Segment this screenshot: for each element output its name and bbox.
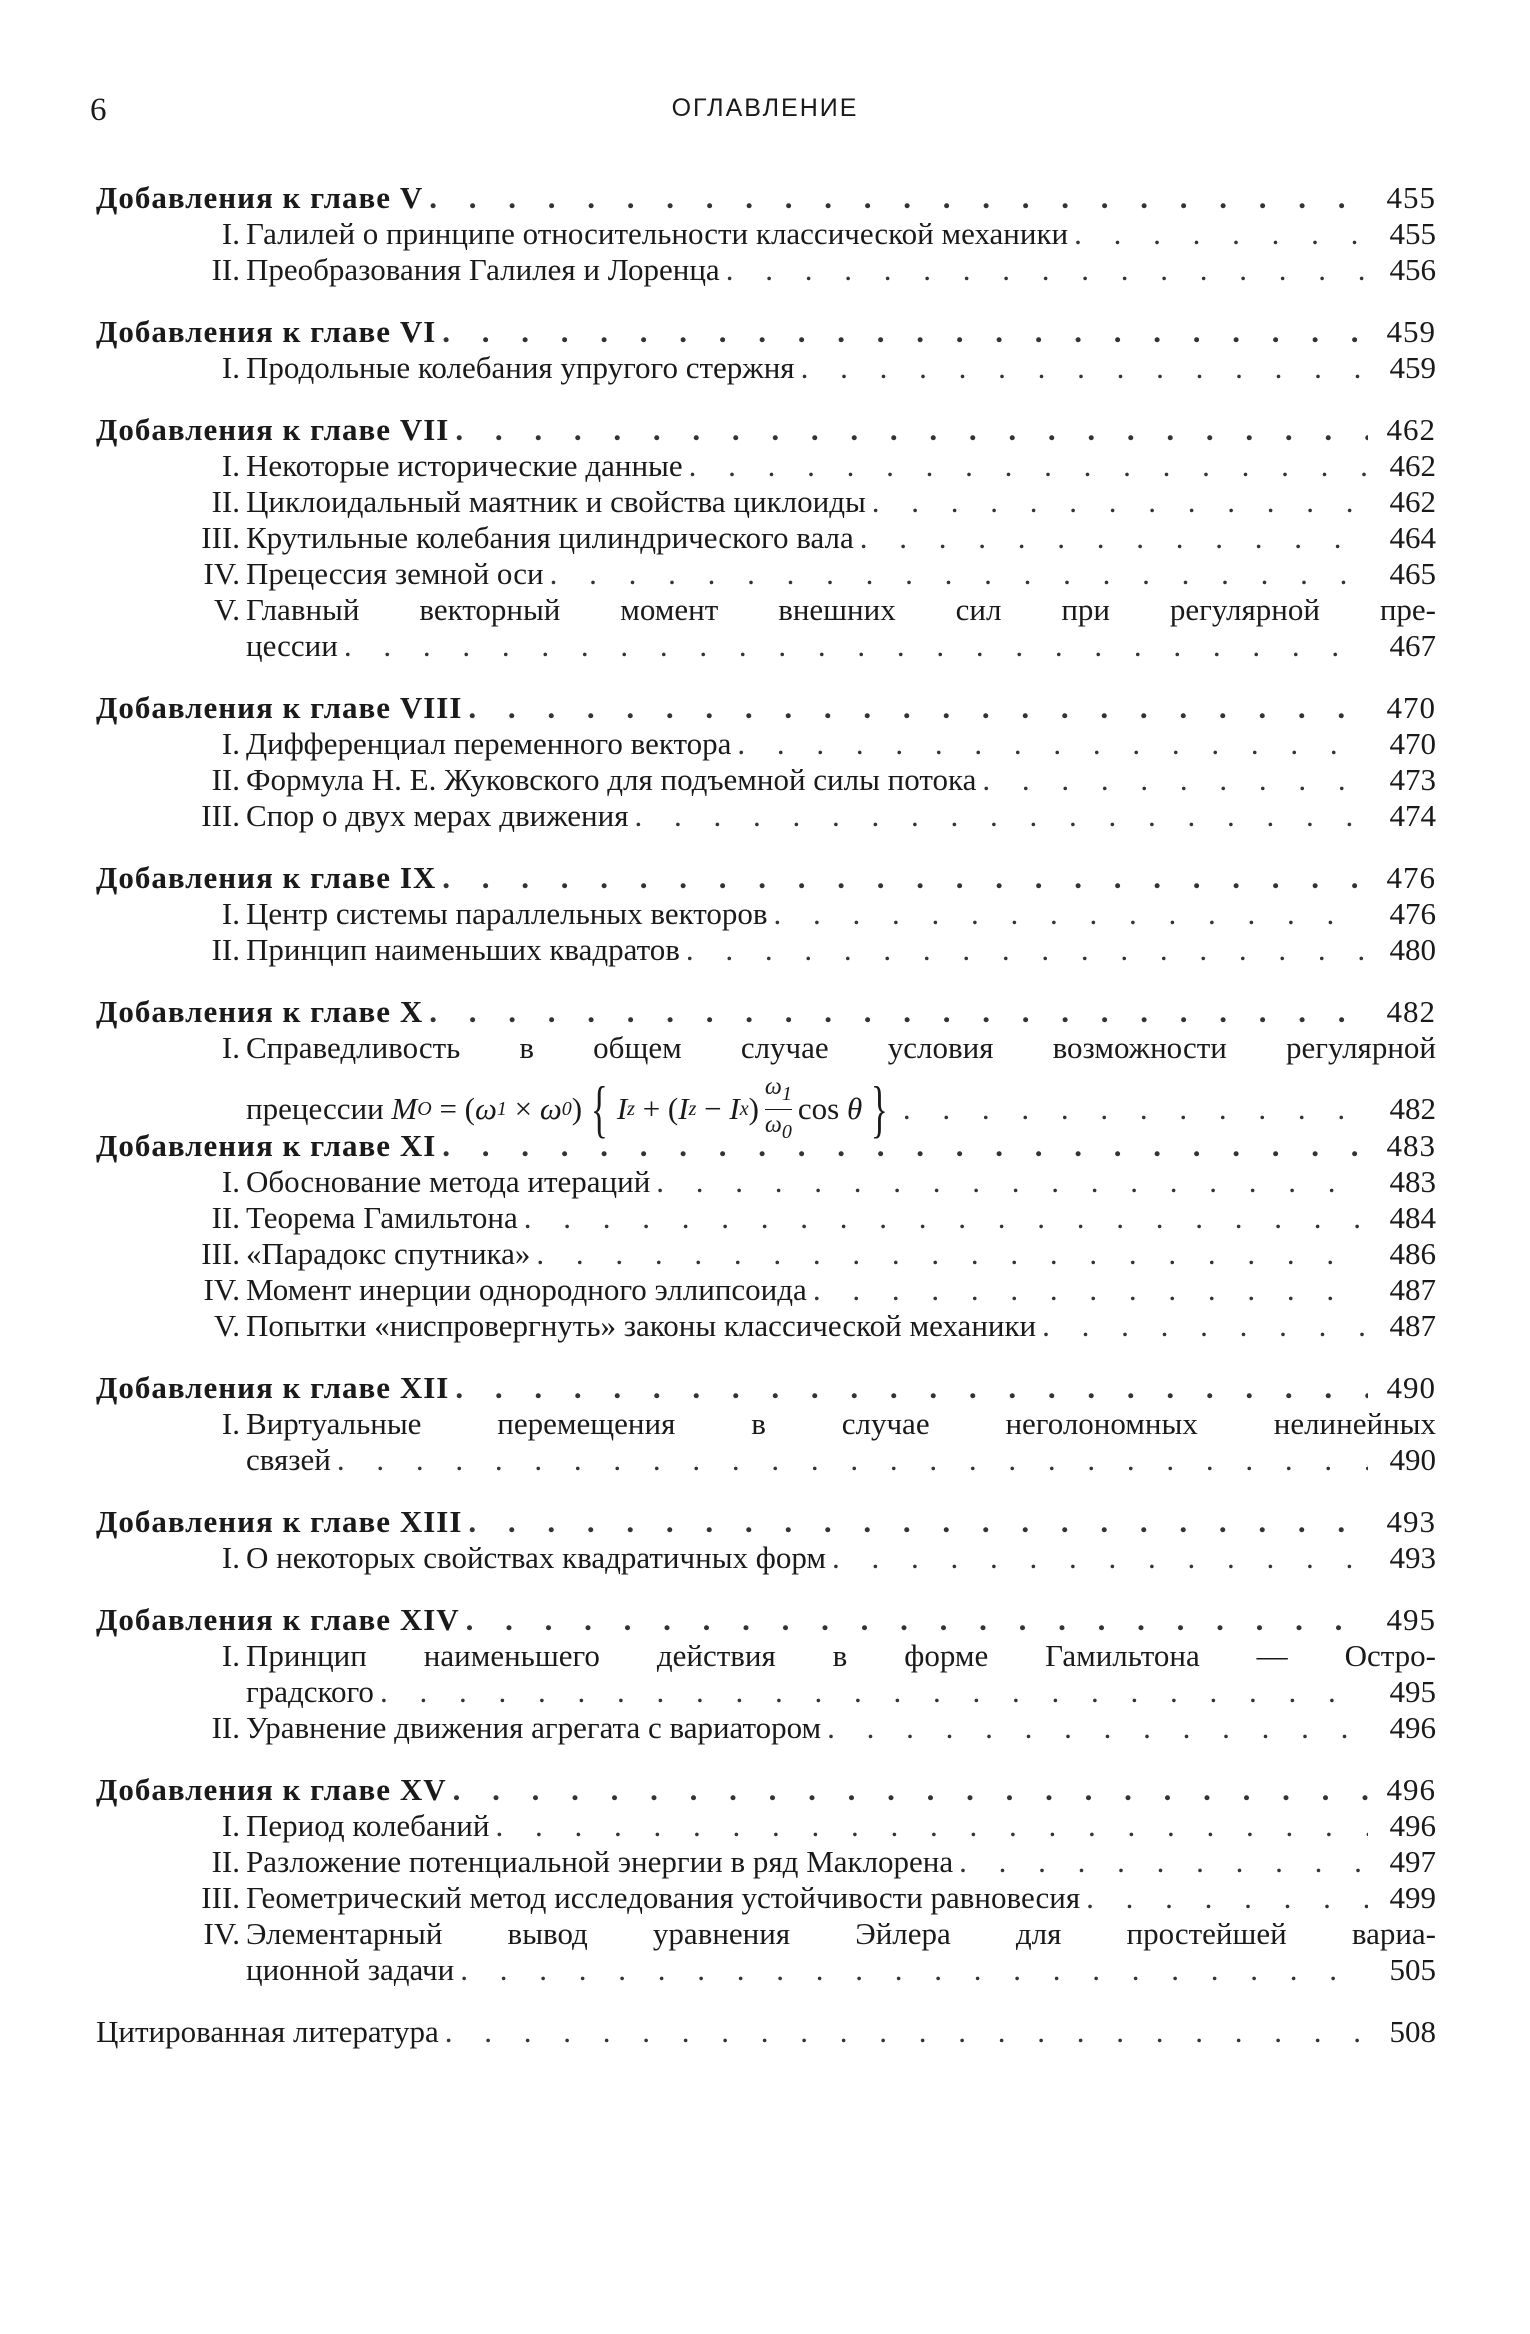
toc-section (96, 1504, 1436, 1576)
page-ref: 470 (1389, 726, 1436, 761)
item-label: Разложение потенциальной энергии в ряд Маклорена (246, 1844, 954, 1879)
item-number: I. (221, 448, 240, 483)
item-label: Центр системы параллельных векторов (246, 896, 768, 931)
item-number: I. (221, 1638, 240, 1673)
toc-item[interactable] (96, 448, 1436, 484)
dot-leader (466, 1602, 1368, 1638)
page-ref: 495 (1386, 1602, 1436, 1637)
page-ref: 495 (1389, 1674, 1436, 1709)
item-label: Уравнение движения агрегата с вариатором (246, 1710, 822, 1745)
toc-section (96, 690, 1436, 834)
page-ref: 487 (1389, 1308, 1436, 1343)
dot-leader (860, 520, 1368, 556)
item-label: Принцип наименьшего действия в форме Гамильтона — Остро- (246, 1638, 1436, 1673)
toc-heading[interactable] (96, 690, 1436, 726)
toc-item[interactable] (96, 1272, 1436, 1308)
item-number: I. (221, 726, 240, 761)
page-ref: 473 (1389, 762, 1436, 797)
dot-leader (453, 1772, 1368, 1808)
item-label: Спор о двух мерах движения (246, 798, 629, 833)
page-ref: 462 (1389, 448, 1436, 483)
toc-item-continuation[interactable] (96, 628, 1436, 664)
toc-item[interactable] (96, 932, 1436, 968)
page-ref: 486 (1389, 1236, 1436, 1271)
dot-leader (1086, 1880, 1368, 1916)
item-number: II. (211, 1710, 240, 1745)
item-label: Попытки «ниспровергнуть» законы классической механики (246, 1308, 1037, 1343)
item-label: Некоторые исторические данные (246, 448, 683, 483)
item-label-continuation: цессии (246, 628, 338, 663)
page-ref: 497 (1389, 1844, 1436, 1879)
dot-leader (429, 994, 1368, 1030)
heading-label: Добавления к главе XIV (96, 1602, 460, 1637)
item-number: I. (221, 1030, 240, 1065)
dot-leader (495, 1808, 1368, 1844)
item-label: Галилей о принципе относительности классической механики (246, 216, 1069, 251)
toc-heading[interactable] (96, 1370, 1436, 1406)
toc-section (96, 1128, 1436, 1344)
toc-item[interactable] (96, 1916, 1436, 1952)
running-title: ОГЛАВЛЕНИЕ (671, 94, 859, 122)
dot-leader (344, 628, 1368, 664)
page-header (0, 92, 1530, 132)
item-number: II. (211, 1200, 240, 1235)
page-ref: 484 (1389, 1200, 1436, 1235)
item-number: I. (221, 1540, 240, 1575)
formula: M O = ( ω 1 × ω 0 ) { I z + ( I z − I x ) $\frac{\omega_1}{\omega_0}$ cos θ } (383, 1073, 888, 1144)
toc-item-continuation[interactable] (96, 1066, 1436, 1144)
toc-item[interactable] (96, 762, 1436, 798)
page-ref: 456 (1389, 252, 1436, 287)
dot-leader (337, 1442, 1368, 1478)
toc-item[interactable] (96, 1406, 1436, 1442)
item-number: II. (211, 762, 240, 797)
page-ref: 465 (1389, 556, 1436, 591)
item-number: II. (211, 252, 240, 287)
item-number: II. (211, 932, 240, 967)
toc-item[interactable] (96, 1844, 1436, 1880)
page-ref: 455 (1386, 180, 1436, 215)
item-number: IV. (203, 1272, 240, 1307)
heading-label: Добавления к главе XV (96, 1772, 447, 1807)
toc-heading[interactable] (96, 412, 1436, 448)
dot-leader (442, 1128, 1368, 1164)
page-ref: 476 (1386, 860, 1436, 895)
dot-leader (689, 448, 1368, 484)
item-label: Период колебаний (246, 1808, 490, 1843)
item-label-continuation: градского (246, 1674, 374, 1709)
item-label: Формула Н. Е. Жуковского для подъемной силы потока (246, 762, 977, 797)
item-number: I. (221, 350, 240, 385)
heading-label: Добавления к главе VII (96, 412, 450, 447)
table-of-contents (96, 180, 1436, 2050)
item-number: III. (201, 1880, 240, 1915)
item-number: I. (221, 896, 240, 931)
page-ref: 462 (1389, 484, 1436, 519)
toc-item[interactable] (96, 896, 1436, 932)
page-ref: 490 (1386, 1370, 1436, 1405)
toc-item[interactable] (96, 1236, 1436, 1272)
dot-leader (455, 412, 1368, 448)
dot-leader (442, 860, 1368, 896)
dot-leader (550, 556, 1368, 592)
item-number: III. (201, 798, 240, 833)
item-label-continuation: ционной задачи (246, 1952, 455, 1987)
page-ref: 480 (1389, 932, 1436, 967)
toc-item[interactable] (96, 726, 1436, 762)
page-ref: 496 (1386, 1772, 1436, 1807)
item-label: Теорема Гамильтона (246, 1200, 518, 1235)
item-label: Преобразования Галилея и Лоренца (246, 252, 720, 287)
toc-item[interactable] (96, 1200, 1436, 1236)
dot-leader (1042, 1308, 1368, 1344)
toc-heading[interactable] (96, 1504, 1436, 1540)
item-label: Прецессия земной оси (246, 556, 544, 591)
dot-leader (468, 690, 1368, 726)
page-number: 6 (90, 92, 107, 128)
toc-item[interactable] (96, 1880, 1436, 1916)
item-number: I. (221, 1406, 240, 1441)
page-ref: 490 (1389, 1442, 1436, 1477)
toc-heading[interactable] (96, 180, 1436, 216)
page-ref: 464 (1389, 520, 1436, 555)
item-label: Момент инерции однородного эллипсоида (246, 1272, 807, 1307)
toc-section (96, 1370, 1436, 1478)
page-ref: 483 (1389, 1164, 1436, 1199)
item-number: I. (221, 1164, 240, 1199)
item-number: IV. (203, 556, 240, 591)
page-ref: 474 (1389, 798, 1436, 833)
page-ref: 482 (1386, 994, 1436, 1029)
toc-section (96, 994, 1436, 1144)
toc-item[interactable] (96, 1710, 1436, 1746)
heading-label: Добавления к главе X (96, 994, 424, 1029)
item-number: III. (201, 1236, 240, 1271)
page-ref: 476 (1389, 896, 1436, 931)
toc-item[interactable] (96, 1808, 1436, 1844)
item-number: I. (221, 1808, 240, 1843)
toc-section (96, 1602, 1436, 1746)
item-label: Продольные колебания упругого стержня (246, 350, 795, 385)
toc-item[interactable] (96, 350, 1436, 386)
page-ref: 487 (1389, 1272, 1436, 1307)
dot-leader (813, 1272, 1368, 1308)
toc-section (96, 412, 1436, 664)
page-ref: 496 (1389, 1710, 1436, 1745)
item-number: III. (201, 520, 240, 555)
item-number: II. (211, 1844, 240, 1879)
toc-item[interactable] (96, 592, 1436, 628)
page-ref: 459 (1389, 350, 1436, 385)
item-label: Геометрический метод исследования устойчивости равновесия (246, 1880, 1081, 1915)
toc-heading[interactable] (96, 314, 1436, 350)
toc-heading[interactable] (96, 1772, 1436, 1808)
toc-item-continuation[interactable] (96, 1952, 1436, 1988)
page-ref: 505 (1389, 1952, 1436, 1987)
toc-section (96, 180, 1436, 288)
item-label: Виртуальные перемещения в случае неголономных нелинейных (246, 1406, 1436, 1441)
item-label: О некоторых свойствах квадратичных форм (246, 1540, 827, 1575)
dot-leader (536, 1236, 1368, 1272)
item-label: Крутильные колебания цилиндрического вала (246, 520, 854, 555)
toc-item[interactable] (96, 252, 1436, 288)
dot-leader (801, 350, 1368, 386)
toc-heading[interactable] (96, 994, 1436, 1030)
toc-item-continuation[interactable] (96, 1674, 1436, 1710)
heading-label: Добавления к главе XI (96, 1128, 437, 1163)
dot-leader (634, 798, 1368, 834)
page-ref: 462 (1386, 412, 1436, 447)
item-label: Принцип наименьших квадратов (246, 932, 680, 967)
toc-section (96, 1772, 1436, 1988)
heading-label: Добавления к главе VI (96, 314, 437, 349)
item-label: Элементарный вывод уравнения Эйлера для простейшей вариа- (246, 1916, 1436, 1951)
dot-leader (445, 2014, 1368, 2050)
toc-item[interactable] (96, 1308, 1436, 1344)
item-number: II. (211, 484, 240, 519)
dot-leader (442, 314, 1368, 350)
dot-leader (959, 1844, 1368, 1880)
page-ref: 470 (1386, 690, 1436, 725)
dot-leader (468, 1504, 1368, 1540)
final-label: Цитированная литература (96, 2014, 439, 2049)
heading-label: Добавления к главе XII (96, 1370, 450, 1405)
item-label: Главный векторный момент внешних сил при регулярной пре- (246, 592, 1436, 627)
item-number: I. (221, 216, 240, 251)
dot-leader (1074, 216, 1368, 252)
item-number: V. (213, 1308, 240, 1343)
toc-item[interactable] (96, 556, 1436, 592)
item-label: Справедливость в общем случае условия возможности регулярной (246, 1030, 1436, 1065)
heading-label: Добавления к главе XIII (96, 1504, 463, 1539)
heading-label: Добавления к главе IX (96, 860, 437, 895)
item-number: IV. (203, 1916, 240, 1951)
toc-heading[interactable] (96, 1602, 1436, 1638)
item-label: «Парадокс спутника» (246, 1236, 531, 1271)
toc-item[interactable] (96, 1030, 1436, 1066)
dot-leader (737, 726, 1368, 762)
dot-leader (827, 1710, 1368, 1746)
heading-label: Добавления к главе VIII (96, 690, 463, 725)
toc-heading[interactable] (96, 860, 1436, 896)
page-ref: 455 (1389, 216, 1436, 251)
dot-leader (455, 1370, 1368, 1406)
toc-item[interactable] (96, 1638, 1436, 1674)
item-label-continuation: прецессии (246, 1091, 384, 1126)
page-ref: 482 (1389, 1091, 1436, 1126)
dot-leader (460, 1952, 1368, 1988)
item-number: V. (213, 592, 240, 627)
dot-leader (774, 896, 1368, 932)
toc-item[interactable] (96, 520, 1436, 556)
heading-label: Добавления к главе V (96, 180, 424, 215)
dot-leader (982, 762, 1368, 798)
dot-leader (832, 1540, 1368, 1576)
page-ref: 493 (1386, 1504, 1436, 1539)
dot-leader (524, 1200, 1368, 1236)
item-label: Обоснование метода итераций (246, 1164, 651, 1199)
dot-leader (726, 252, 1368, 288)
toc-heading[interactable] (96, 1128, 1436, 1164)
page-ref: 483 (1386, 1128, 1436, 1163)
dot-leader (686, 932, 1368, 968)
toc-item[interactable] (96, 1164, 1436, 1200)
dot-leader (380, 1674, 1368, 1710)
toc-section (96, 314, 1436, 386)
item-label-continuation: связей (246, 1442, 331, 1477)
toc-item[interactable] (96, 798, 1436, 834)
dot-leader (656, 1164, 1368, 1200)
toc-final-entry[interactable] (96, 2014, 1436, 2050)
page-ref: 459 (1386, 314, 1436, 349)
toc-item[interactable] (96, 216, 1436, 252)
toc-item[interactable] (96, 484, 1436, 520)
dot-leader (429, 180, 1368, 216)
dot-leader (872, 484, 1368, 520)
page-ref: 508 (1389, 2014, 1436, 2049)
item-label: Циклоидальный маятник и свойства циклоиды (246, 484, 866, 519)
page-ref: 493 (1389, 1540, 1436, 1575)
page-ref: 499 (1389, 1880, 1436, 1915)
page-ref: 496 (1389, 1808, 1436, 1843)
page-ref: 467 (1389, 628, 1436, 663)
toc-section (96, 860, 1436, 968)
toc-item-continuation[interactable] (96, 1442, 1436, 1478)
toc-item[interactable] (96, 1540, 1436, 1576)
item-label: Дифференциал переменного вектора (246, 726, 732, 761)
